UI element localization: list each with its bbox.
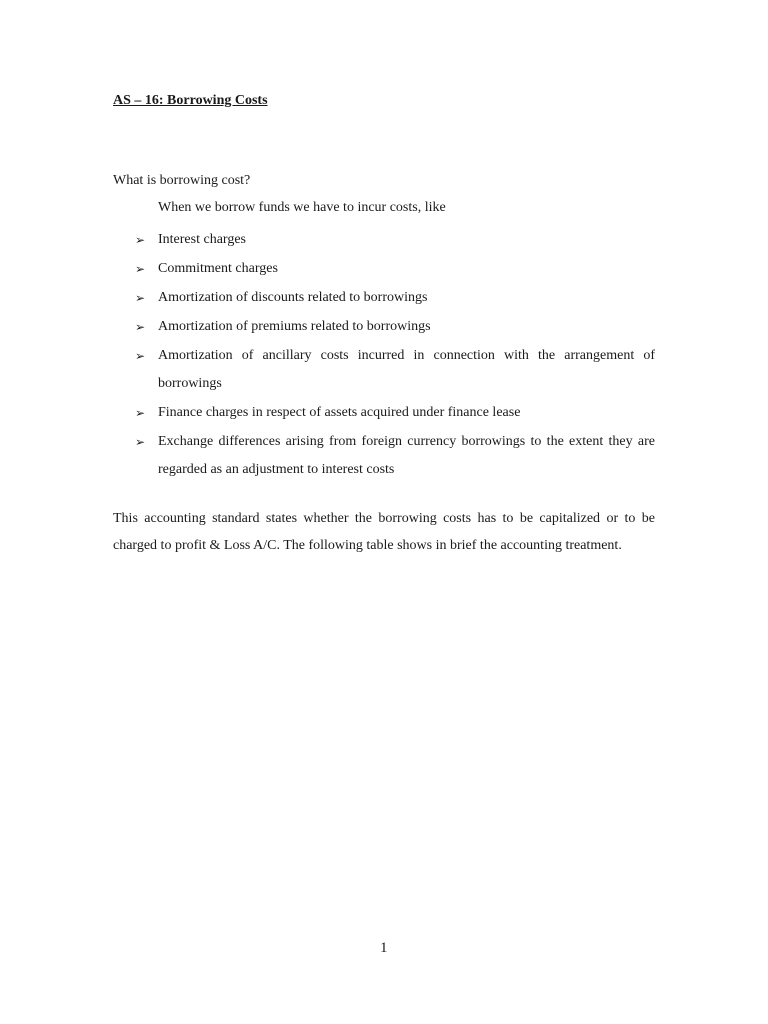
list-item [113,428,655,484]
list-item [113,255,655,283]
bullet-list [113,226,655,485]
list-item [113,342,655,398]
list-item [113,399,655,427]
intro-text: When we borrow funds we have to incur costs, like [158,200,446,215]
arrowhead-bullet-icon: ➢ [135,233,146,247]
list-item [113,313,655,341]
list-item-text: Amortization of ancillary costs incurred in connection with the arrangement of borrowings [158,348,655,391]
arrowhead-bullet-icon: ➢ [135,406,146,420]
list-item-text: Commitment charges [158,261,278,276]
list-item [113,284,655,312]
document-title: AS – 16: Borrowing Costs [113,93,268,108]
arrowhead-bullet-icon: ➢ [135,262,146,276]
list-item-text: Interest charges [158,232,246,247]
question-text: What is borrowing cost? [113,173,251,188]
body-paragraph: This accounting standard states whether the borrowing costs has to be capitalized or to be charged to profit & Loss A/C. The following table shows in brief the accounting treatment. [113,511,655,553]
list-item-text: Finance charges in respect of assets acquired under finance lease [158,405,521,420]
list-item-text: Exchange differences arising from foreign currency borrowings to the extent they are regarded as an adjustment to interest costs [158,434,655,477]
list-item-text: Amortization of discounts related to borrowings [158,290,428,305]
arrowhead-bullet-icon: ➢ [135,349,146,363]
arrowhead-bullet-icon: ➢ [135,320,146,334]
arrowhead-bullet-icon: ➢ [135,291,146,305]
page-number: 1 [380,940,388,956]
list-item-text: Amortization of premiums related to borrowings [158,319,431,334]
arrowhead-bullet-icon: ➢ [135,435,146,449]
list-item [113,226,655,254]
